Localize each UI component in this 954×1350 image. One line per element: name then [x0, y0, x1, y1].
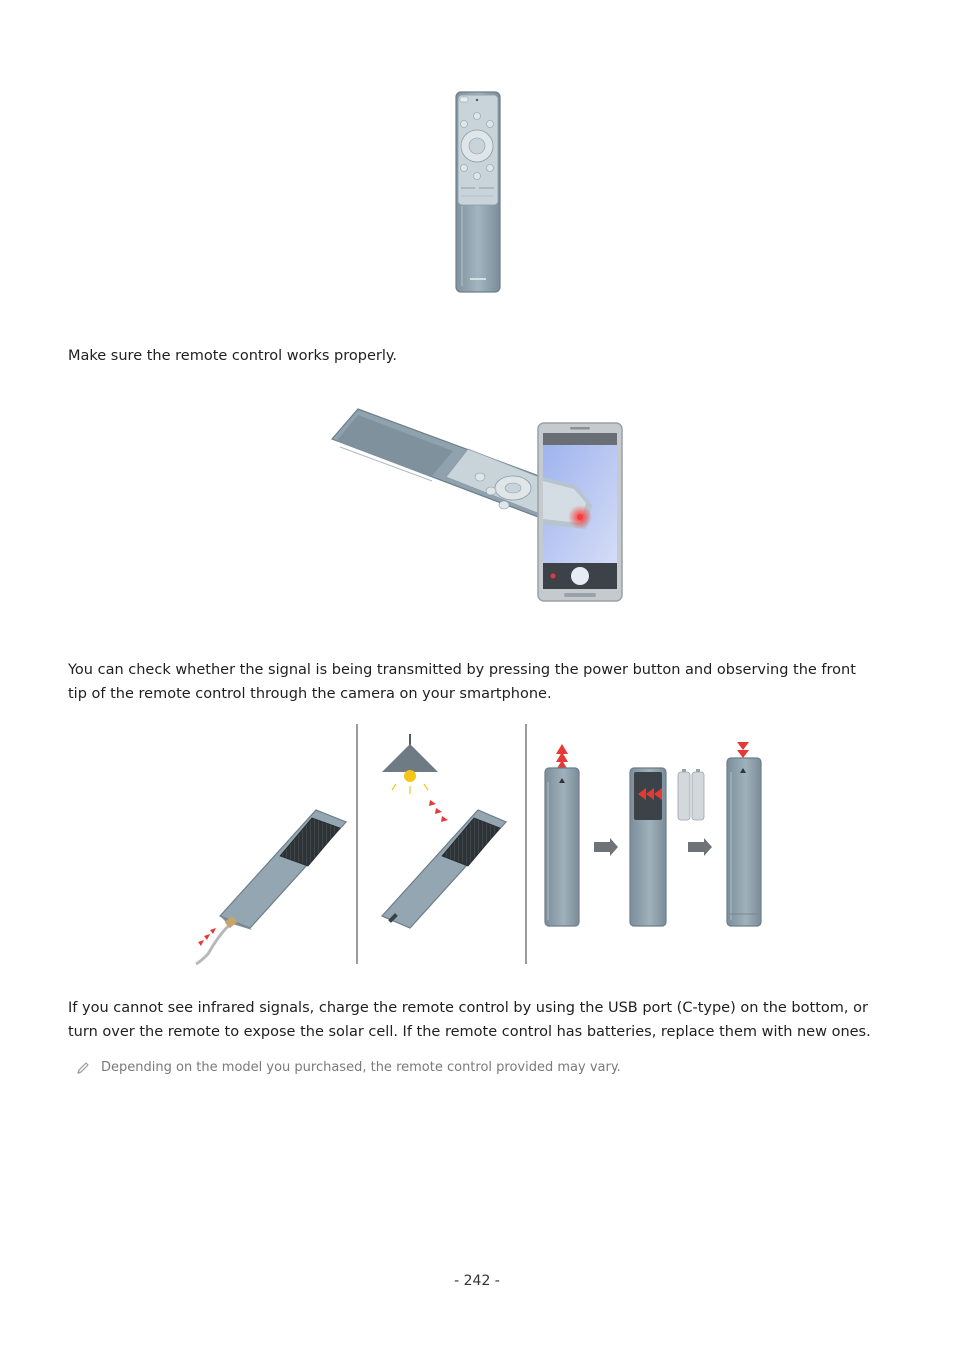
paragraph-check-remote: Make sure the remote control works properly. [68, 348, 397, 364]
remote-front-illustration [448, 88, 508, 296]
remote-phone-camera-illustration [328, 405, 628, 605]
note-text: Depending on the model you purchased, the remote control provided may vary. [101, 1060, 621, 1075]
paragraph-charge-remote: If you cannot see infrared signals, charge the remote control by using the USB port (C-type) on the bottom, or turn over the remote to expose the solar cell. If the remote control has batteries, replace them with new ones. [68, 1000, 871, 1040]
note [76, 1058, 621, 1078]
pen-icon [76, 1061, 90, 1075]
remote-charging-illustration [190, 722, 770, 966]
paragraph-check-signal: You can check whether the signal is being transmitted by pressing the power button and observing the front tip of the remote control through the camera on your smartphone. [68, 662, 856, 702]
page-number: - 242 - [454, 1273, 500, 1289]
